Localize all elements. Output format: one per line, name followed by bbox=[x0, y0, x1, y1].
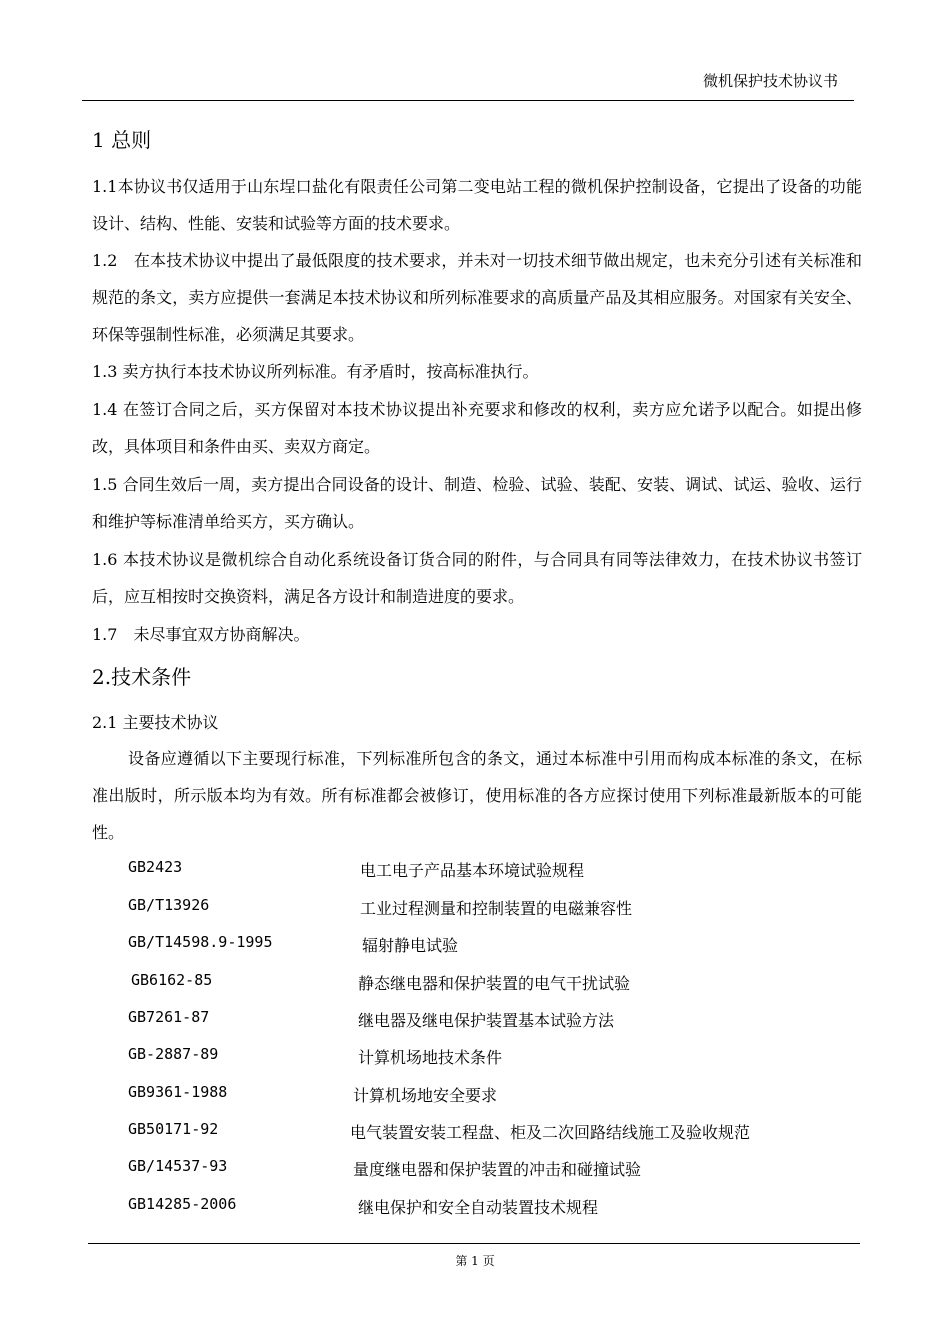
standards-intro: 设备应遵循以下主要现行标准，下列标准所包含的条文，通过本标准中引用而构成本标准的条文，在标准出版时，所示版本均为有效。所有标准都会被修订，使用标准的各方应探讨使用下列标准最新版本的可能性。 bbox=[92, 749, 862, 842]
standard-code: GB-2887-89 bbox=[128, 1045, 219, 1063]
standard-code: GB7261-87 bbox=[128, 1008, 210, 1026]
standard-item bbox=[0, 1195, 950, 1225]
header-divider bbox=[82, 100, 854, 101]
standard-name: 电工电子产品基本环境试验规程 bbox=[360, 861, 585, 880]
standard-name: 继电器及继电保护装置基本试验方法 bbox=[358, 1011, 615, 1030]
standard-code: GB6162-85 bbox=[131, 971, 213, 989]
standard-name: 量度继电器和保护装置的冲击和碰撞试验 bbox=[353, 1160, 642, 1179]
subsection-2-1-title: 2.1 主要技术协议 bbox=[92, 713, 219, 732]
page-number: 第 1 页 bbox=[455, 1254, 495, 1268]
standard-code: GB50171-92 bbox=[128, 1120, 219, 1138]
standard-name: 电气装置安装工程盘、柜及二次回路结线施工及验收规范 bbox=[350, 1123, 751, 1142]
section-2-title: 2.技术条件 bbox=[92, 665, 192, 689]
standard-code: GB/T14598.9-1995 bbox=[128, 933, 273, 951]
section-1-title: 1 总则 bbox=[92, 128, 152, 152]
standard-name: 计算机场地技术条件 bbox=[358, 1048, 503, 1067]
paragraph-1-3: 1.3 卖方执行本技术协议所列标准。有矛盾时，按高标准执行。 bbox=[92, 362, 539, 381]
paragraph-1-2: 1.2 在本技术协议中提出了最低限度的技术要求，并未对一切技术细节做出规定，也未充分引述有关标准和规范的条文，卖方应提供一套满足本技术协议和所列标准要求的高质量产品及其相应服务。对国家有关安全、 环保等强制性标准，必须满足其要求。 bbox=[92, 251, 862, 344]
standard-item bbox=[0, 858, 950, 888]
standard-item bbox=[0, 896, 950, 926]
paragraph-1-6: 1.6 本技术协议是微机综合自动化系统设备订货合同的附件，与合同具有同等法律效力，在技术协议书签订后，应互相按时交换资料，满足各方设计和制造进度的要求。 bbox=[92, 550, 862, 606]
standard-item bbox=[0, 1120, 950, 1150]
standard-item bbox=[0, 1045, 950, 1075]
standard-item bbox=[0, 1157, 950, 1187]
paragraph-1-7: 1.7 未尽事宜双方协商解决。 bbox=[92, 625, 310, 644]
standard-name: 工业过程测量和控制装置的电磁兼容性 bbox=[360, 899, 633, 918]
paragraph-1-4: 1.4 在签订合同之后，买方保留对本技术协议提出补充要求和修改的权利，卖方应允诺予以配合。如提出修改，具体项目和条件由买、卖双方商定。 bbox=[92, 400, 862, 456]
standard-name: 继电保护和安全自动装置技术规程 bbox=[358, 1198, 599, 1217]
standard-item bbox=[0, 1083, 950, 1113]
standard-code: GB/14537-93 bbox=[128, 1157, 228, 1175]
document-title: 微机保护技术协议书 bbox=[702, 72, 838, 90]
standard-item bbox=[0, 933, 950, 963]
standard-code: GB/T13926 bbox=[128, 896, 210, 914]
standard-code: GB2423 bbox=[128, 858, 183, 876]
standard-name: 静态继电器和保护装置的电气干扰试验 bbox=[358, 974, 631, 993]
standard-item bbox=[0, 971, 950, 1001]
paragraph-1-5: 1.5 合同生效后一周，卖方提出合同设备的设计、制造、检验、试验、装配、安装、调试、试运、验收、运行和维护等标准清单给买方，买方确认。 bbox=[92, 475, 862, 531]
standard-name: 计算机场地安全要求 bbox=[353, 1086, 498, 1105]
standard-code: GB9361-1988 bbox=[128, 1083, 228, 1101]
paragraph-1-1: 1.1本协议书仅适用于山东埕口盐化有限责任公司第二变电站工程的微机保护控制设备，它提出了设备的功能设计、结构、性能、安装和试验等方面的技术要求。 bbox=[92, 177, 862, 233]
standard-name: 辐射静电试验 bbox=[362, 936, 459, 955]
standard-code: GB14285-2006 bbox=[128, 1195, 237, 1213]
standard-item bbox=[0, 1008, 950, 1038]
footer-divider bbox=[88, 1243, 860, 1244]
